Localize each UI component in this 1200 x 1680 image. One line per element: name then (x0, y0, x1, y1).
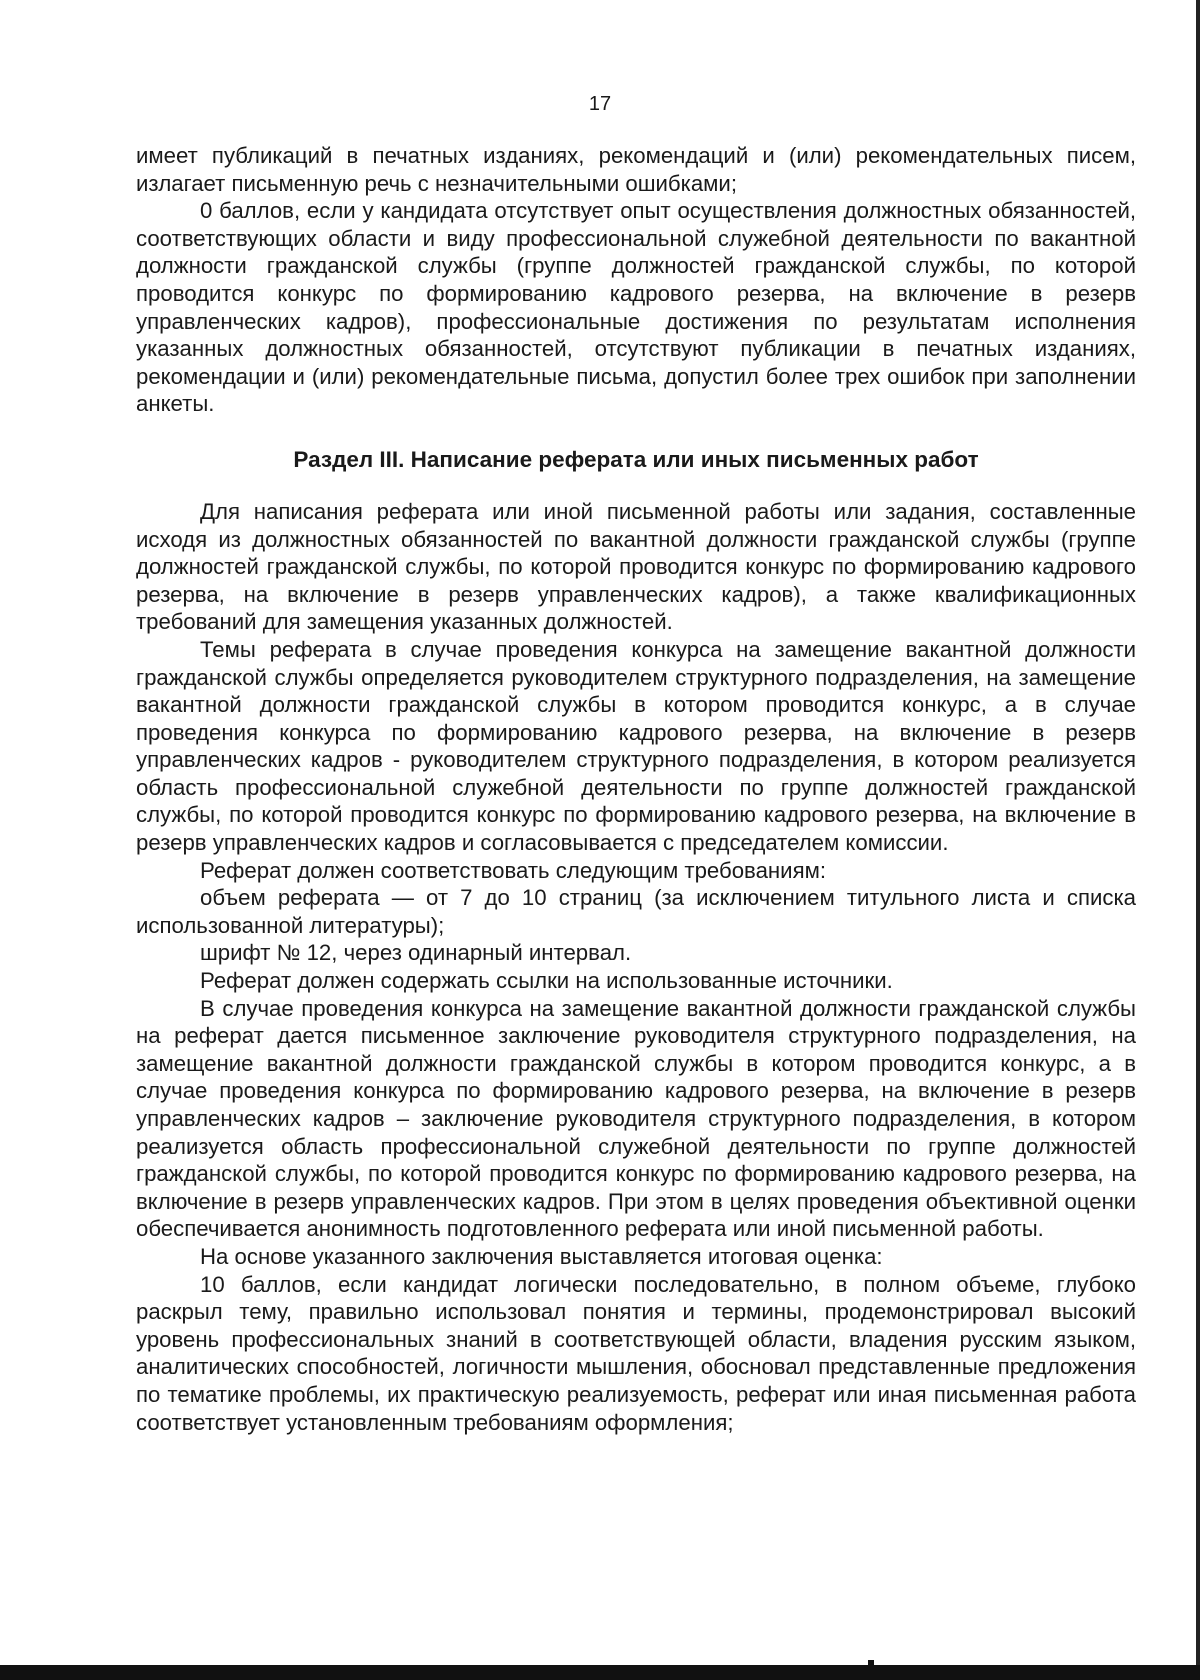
paragraph-final-score-lead: На основе указанного заключения выставляется итоговая оценка: (200, 1243, 883, 1269)
document-body (136, 142, 1136, 1436)
paragraph-essay-topics: Темы реферата в случае проведения конкурса на замещение вакантной должности гражданской службы определяется руководителем структурного подразделения, на замещение вакантной должности гражданской службы в котором проводится конкурс, а в случае проведения конкурса по формированию кадрового резерва, на включение в резерв управленческих кадров - руководителем структурного подразделения, в котором реализуется область профессиональной служебной деятельности по группе должностей гражданской службы, по которой проводится конкурс по формированию кадрового резерва, на включение в резерв управленческих кадров и согласовывается с председателем комиссии. (136, 636, 1136, 856)
scan-edge-right (1196, 0, 1200, 1680)
paragraph-essay-intro: Для написания реферата или иной письменной работы или задания, составленные исходя из должностных обязанностей по вакантной должности гражданской службы (группе должностей гражданской службы, по которой проводится конкурс по формированию кадрового резерва, на включение в резерв управленческих кадров), а также квалификационных требований для замещения указанных должностей. (136, 498, 1136, 635)
paragraph-continuation: имеет публикаций в печатных изданиях, рекомендаций и (или) рекомендательных писем, излагает письменную речь с незначительными ошибками; (136, 143, 1136, 196)
paragraph-requirement-font: шрифт № 12, через одинарный интервал. (200, 940, 632, 966)
paragraph-requirement-volume: объем реферата — от 7 до 10 страниц (за исключением титульного листа и списка использованной литературы); (136, 885, 1136, 938)
paragraph-requirement-references: Реферат должен содержать ссылки на использованные источники. (200, 968, 893, 994)
section-heading: Раздел III. Написание реферата или иных письменных работ (293, 446, 979, 472)
page-number: 17 (588, 93, 612, 115)
scan-edge-bottom (0, 1665, 1200, 1680)
paragraph-requirements-lead: Реферат должен соответствовать следующим требованиям: (200, 857, 827, 883)
paragraph-conclusion-procedure: В случае проведения конкурса на замещение вакантной должности гражданской службы на реферат дается письменное заключение руководителя структурного подразделения, на замещение вакантной должности гражданской службы в котором проводится конкурс, а в случае проведения конкурса по формированию кадрового резерва, на включение в резерв управленческих кадров – заключение руководителя структурного подразделения, в котором реализуется область профессиональной служебной деятельности по группе должностей гражданской службы, по которой проводится конкурс по формированию кадрового резерва, на включение в резерв управленческих кадров. При этом в целях проведения объективной оценки обеспечивается анонимность подготовленного реферата или иной письменной работы. (136, 995, 1136, 1242)
paragraph-ten-points: 10 баллов, если кандидат логически последовательно, в полном объеме, глубоко раскрыл тему, правильно использовал понятия и термины, продемонстрировал высокий уровень профессиональных знаний в соответствующей области, владения русским языком, аналитических способностей, логичности мышления, обосновал представленные предложения по тематике проблемы, их практическую реализуемость, реферат или иная письменная работа соответствует установленным требованиям оформления; (136, 1271, 1136, 1435)
paragraph-zero-points: 0 баллов, если у кандидата отсутствует опыт осуществления должностных обязанностей, соответствующих области и виду профессиональной служебной деятельности по вакантной должности гражданской службы (группе должностей гражданской службы, по которой проводится конкурс по формированию кадрового резерва, на включение в резерв управленческих кадров), профессиональные достижения по результатам исполнения указанных должностных обязанностей, отсутствуют публикации в печатных изданиях, рекомендации и (или) рекомендательные письма, допустил более трех ошибок при заполнении анкеты. (136, 198, 1136, 417)
